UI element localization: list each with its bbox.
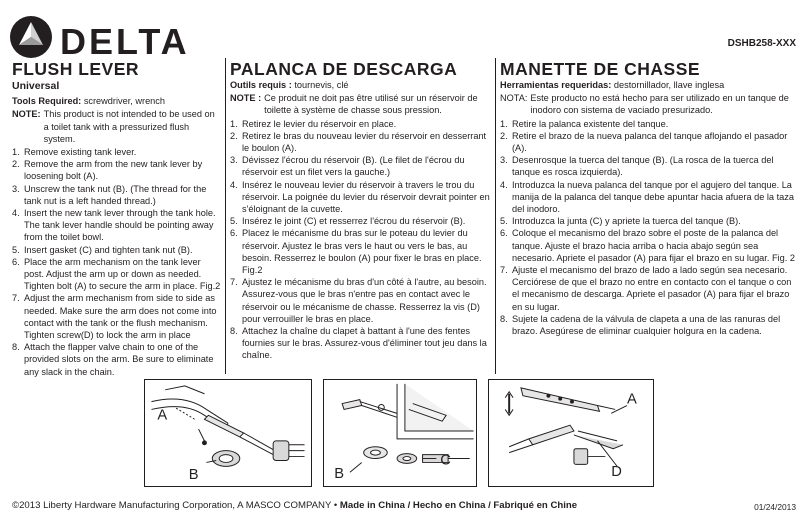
step-text: Retirez le levier du réservoir en place.	[242, 118, 397, 129]
step-item	[500, 227, 800, 264]
step-text: Dévissez l'écrou du réservoir (B). (Le filet de l'écrou du réservoir est un filet vers la gauche.)	[242, 155, 465, 178]
step-item	[12, 244, 222, 256]
step-item	[230, 130, 492, 154]
step-number: 6.	[230, 228, 238, 239]
gasket-installation-illustration	[324, 380, 476, 486]
figure-3	[488, 379, 654, 487]
english-subtitle: Universal	[12, 80, 60, 92]
step-number: 1.	[500, 118, 508, 129]
french-tools	[230, 79, 492, 91]
step-text: Place the arm mechanism on the tank lever post. Adjust the arm up or down as needed. Tighten bolt (A) to secure the arm in place. Fig.2	[24, 256, 221, 292]
step-text: Insérez le nouveau levier du réservoir à travers le trou du réservoir. La poignée du levier du réservoir devrait pointer en s'éloignant de la cuvette.	[242, 179, 490, 215]
figure-label-a: A	[157, 407, 168, 424]
step-text: Insérez le joint (C) et resserrez l'écrou du réservoir (B).	[242, 216, 466, 227]
step-number: 7.	[12, 293, 20, 304]
step-text: Sujete la cadena de la válvula de clapeta a una de las ranuras del brazo. Asegúrese de eliminar cualquier holgura en la cadena.	[512, 313, 781, 337]
english-steps	[12, 146, 222, 378]
step-item	[230, 227, 492, 276]
step-text: Insert the new tank lever through the tank hole. The tank lever handle should be pointing away from the toilet bowl.	[24, 208, 216, 243]
step-number: 8.	[230, 326, 238, 337]
step-item	[500, 154, 800, 178]
spanish-section	[500, 58, 800, 337]
step-item	[500, 215, 800, 227]
step-item	[230, 154, 492, 178]
step-text: Insert gasket (C) and tighten tank nut (B).	[24, 244, 193, 255]
step-text: Introduzca la nueva palanca del tanque por el agujero del tanque. La manija de la palanca del tanque debe apuntar hacia afuera de la taza del inodoro.	[512, 179, 794, 215]
note-text: Ce produit ne doit pas être utilisé sur un réservoir de toilette à système de chasse sous pression.	[264, 93, 478, 116]
lever-disassembly-illustration	[145, 380, 311, 486]
step-item	[230, 325, 492, 362]
note-text: This product is not intended to be used on a toilet tank with a pressurized flush system.	[43, 109, 215, 144]
spanish-tools	[500, 79, 800, 91]
step-number: 3.	[12, 183, 20, 194]
document-number: DSHB258-XXX	[727, 38, 796, 49]
step-number: 8.	[500, 313, 508, 324]
tools-value: destornillador, llave inglesa	[613, 80, 725, 90]
tools-value: tournevis, clé	[294, 80, 349, 90]
step-number: 4.	[500, 179, 508, 190]
spanish-steps	[500, 118, 800, 338]
step-text: Desenrosque la tuerca del tanque (B). (La rosca de la tuerca del tanque es rosca izquierda).	[512, 155, 774, 178]
step-text: Introduzca la junta (C) y apriete la tuerca del tanque (B).	[512, 216, 741, 227]
step-text: Remove existing tank lever.	[24, 147, 137, 158]
column-divider	[495, 58, 496, 374]
note-label: NOTE :	[230, 93, 262, 104]
brand-name: DELTA	[60, 21, 190, 62]
step-text: Ajuste el mecanismo del brazo de lado a lado según sea necesario. Cerciórese de que el brazo no entre en contacto con el tanque o con el mecanismo de descarga. Apriete el pasador (A) para fijar el brazo en su lugar.	[512, 265, 792, 312]
french-title: PALANCA DE DESCARGA	[230, 59, 458, 79]
column-divider	[225, 58, 226, 374]
step-item	[230, 215, 492, 227]
step-number: 1.	[230, 118, 238, 129]
arm-adjustment-illustration	[489, 380, 653, 486]
step-item	[500, 313, 800, 337]
step-number: 2.	[500, 130, 508, 141]
step-text: Coloque el mecanismo del brazo sobre el poste de la palanca del tanque. Ajuste el brazo hacia arriba o hacia abajo según sea necesario. Apriete el pasador (A) para fijar el brazo en su lugar. Fig. 2	[512, 228, 795, 263]
step-number: 4.	[12, 208, 20, 219]
tools-label: Outils requis :	[230, 80, 292, 90]
delta-triangle-icon	[8, 14, 54, 60]
footer-date: 01/24/2013	[754, 502, 796, 512]
made-in-text: Made in China / Hecho en China / Fabriqué en Chine	[339, 500, 578, 511]
note-label: NOTA:	[500, 93, 528, 104]
figure-label-b: B	[334, 466, 345, 483]
english-title: FLUSH LEVER	[12, 59, 140, 79]
step-number: 5.	[12, 244, 20, 255]
figure-label-c: C	[440, 452, 451, 469]
step-number: 5.	[230, 216, 238, 227]
french-section	[230, 58, 492, 362]
tools-label: Herramientas requeridas:	[500, 80, 612, 90]
step-number: 3.	[500, 155, 508, 166]
step-number: 4.	[230, 179, 238, 190]
footer-bullet: •	[331, 500, 340, 511]
french-note	[230, 92, 492, 116]
note-text: Este producto no está hecho para ser utilizado en un tanque de inodoro con sistema de vaciado presurizado.	[530, 93, 789, 116]
step-item	[500, 130, 800, 154]
step-number: 1.	[12, 147, 20, 158]
step-item	[500, 264, 800, 313]
footer-copyright	[12, 500, 577, 511]
step-number: 5.	[500, 216, 508, 227]
english-section	[12, 58, 222, 378]
figure-1	[144, 379, 312, 487]
tools-label: Tools Required:	[12, 96, 82, 107]
figure-label-b: B	[188, 467, 199, 484]
step-number: 7.	[500, 265, 508, 276]
step-item	[12, 158, 222, 182]
step-number: 6.	[12, 256, 20, 267]
step-item	[12, 146, 222, 158]
step-item	[12, 341, 222, 378]
note-label: NOTE:	[12, 109, 41, 120]
french-steps	[230, 118, 492, 362]
copyright-text: ©2013 Liberty Hardware Manufacturing Corporation, A MASCO COMPANY	[12, 500, 332, 511]
step-item	[230, 118, 492, 130]
step-text: Attachez la chaîne du clapet à battant à l'une des fentes fournies sur le bras. Assurez-vous d'éliminer tout jeu dans la chaîne.	[242, 326, 487, 361]
spanish-note	[500, 92, 800, 116]
step-number: 7.	[230, 277, 238, 288]
step-item	[12, 256, 222, 293]
step-item	[12, 183, 222, 207]
english-note	[12, 108, 222, 145]
figure-label-a: A	[626, 391, 637, 408]
step-text: Retire la palanca existente del tanque.	[512, 118, 669, 129]
step-item	[500, 179, 800, 216]
step-item	[12, 292, 222, 341]
figure-2	[323, 379, 477, 487]
step-text: Attach the flapper valve chain to one of the provided slots on the arm. Be sure to eliminate any slack in the chain.	[24, 342, 214, 377]
step-number: 2.	[230, 130, 238, 141]
step-text: Retire el brazo de la nueva palanca del tanque aflojando el pasador (A).	[512, 130, 788, 154]
step-text: Placez le mécanisme du bras sur le poteau du levier du réservoir. Ajustez le bras vers le haut ou vers le bas, au besoin. Resserrez le boulon (A) pour fixer le bras en place. Fig.2	[242, 228, 482, 276]
step-text: Adjust the arm mechanism from side to side as needed. Make sure the arm does not come into contact with the tank or the flush mechanism. Tighten screw(D) to lock the arm in place	[24, 293, 217, 341]
english-tools	[12, 95, 222, 107]
step-text: Remove the arm from the new tank lever by loosening bolt (A).	[24, 159, 203, 182]
step-text: Retirez le bras du nouveau levier du réservoir en desserrant le boulon (A).	[242, 130, 487, 154]
step-item	[230, 276, 492, 325]
delta-logo	[8, 14, 188, 62]
figure-label-d: D	[611, 464, 622, 481]
step-item	[230, 179, 492, 216]
step-number: 2.	[12, 159, 20, 170]
step-item	[500, 118, 800, 130]
step-text: Ajustez le mécanisme du bras d'un côté à l'autre, au besoin. Assurez-vous que le bras n'entre pas en contact avec le réservoir ou le mécanisme de chasse. Resserrez la vis (D) pour verrouiller le bras en place.	[242, 277, 487, 324]
step-item	[12, 207, 222, 244]
step-number: 3.	[230, 155, 238, 166]
tools-value: screwdriver, wrench	[83, 96, 165, 107]
step-text: Unscrew the tank nut (B). (The thread for the tank nut is a left handed thread.)	[24, 183, 207, 206]
spanish-title: MANETTE DE CHASSE	[500, 59, 701, 79]
step-number: 6.	[500, 228, 508, 239]
step-number: 8.	[12, 342, 20, 353]
